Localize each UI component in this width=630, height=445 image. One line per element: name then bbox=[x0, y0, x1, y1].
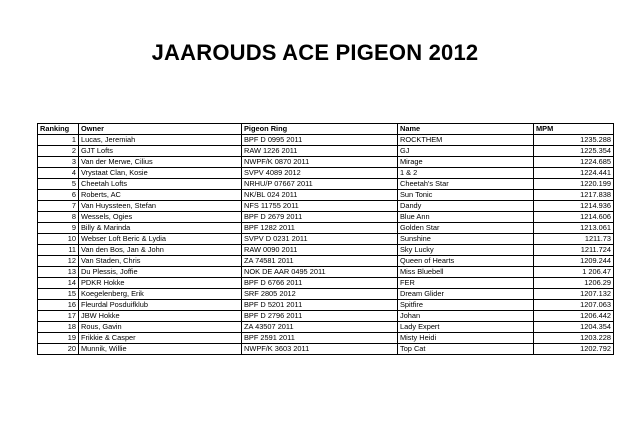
header-name: Name bbox=[398, 124, 534, 135]
cell-name: Top Cat bbox=[398, 344, 534, 355]
cell-owner: PDKR Hokke bbox=[79, 278, 242, 289]
cell-name: Dandy bbox=[398, 201, 534, 212]
table-row bbox=[38, 234, 614, 245]
cell-pigeon-ring: BPF D 0995 2011 bbox=[242, 135, 398, 146]
cell-name: ROCKTHEM bbox=[398, 135, 534, 146]
cell-name: Misty Heidi bbox=[398, 333, 534, 344]
cell-ranking: 13 bbox=[38, 267, 79, 278]
cell-name: FER bbox=[398, 278, 534, 289]
cell-pigeon-ring: SRF 2805 2012 bbox=[242, 289, 398, 300]
cell-ranking: 3 bbox=[38, 157, 79, 168]
cell-mpm: 1207.063 bbox=[534, 300, 614, 311]
cell-owner: Munnik, Willie bbox=[79, 344, 242, 355]
cell-owner: Wessels, Ogies bbox=[79, 212, 242, 223]
cell-ranking: 19 bbox=[38, 333, 79, 344]
cell-mpm: 1211.73 bbox=[534, 234, 614, 245]
cell-owner: Vrystaat Clan, Kosie bbox=[79, 168, 242, 179]
cell-pigeon-ring: BPF D 6766 2011 bbox=[242, 278, 398, 289]
cell-ranking: 11 bbox=[38, 245, 79, 256]
table-row bbox=[38, 223, 614, 234]
cell-mpm: 1203.228 bbox=[534, 333, 614, 344]
cell-name: Mirage bbox=[398, 157, 534, 168]
cell-owner: Van den Bos, Jan & John bbox=[79, 245, 242, 256]
cell-mpm: 1206.442 bbox=[534, 311, 614, 322]
cell-name: Dream Glider bbox=[398, 289, 534, 300]
cell-ranking: 2 bbox=[38, 146, 79, 157]
cell-ranking: 7 bbox=[38, 201, 79, 212]
cell-mpm: 1214.936 bbox=[534, 201, 614, 212]
cell-pigeon-ring: NRHU/P 07667 2011 bbox=[242, 179, 398, 190]
cell-mpm: 1224.685 bbox=[534, 157, 614, 168]
cell-name: 1 & 2 bbox=[398, 168, 534, 179]
table-row bbox=[38, 300, 614, 311]
table-row bbox=[38, 179, 614, 190]
cell-mpm: 1217.838 bbox=[534, 190, 614, 201]
cell-ranking: 4 bbox=[38, 168, 79, 179]
cell-pigeon-ring: ZA 43507 2011 bbox=[242, 322, 398, 333]
cell-name: Miss Bluebell bbox=[398, 267, 534, 278]
cell-owner: Cheetah Lofts bbox=[79, 179, 242, 190]
cell-pigeon-ring: ZA 74581 2011 bbox=[242, 256, 398, 267]
cell-name: Lady Expert bbox=[398, 322, 534, 333]
header-mpm: MPM bbox=[534, 124, 614, 135]
table-row bbox=[38, 267, 614, 278]
cell-owner: Rous, Gavin bbox=[79, 322, 242, 333]
cell-mpm: 1213.061 bbox=[534, 223, 614, 234]
cell-ranking: 6 bbox=[38, 190, 79, 201]
header-owner: Owner bbox=[79, 124, 242, 135]
cell-mpm: 1224.441 bbox=[534, 168, 614, 179]
table-row bbox=[38, 201, 614, 212]
cell-name: Sky Lucky bbox=[398, 245, 534, 256]
table-body bbox=[38, 135, 614, 355]
cell-ranking: 1 bbox=[38, 135, 79, 146]
table-row bbox=[38, 278, 614, 289]
cell-mpm: 1 206.47 bbox=[534, 267, 614, 278]
header-ranking: Ranking bbox=[38, 124, 79, 135]
cell-pigeon-ring: NK/BL 024 2011 bbox=[242, 190, 398, 201]
cell-pigeon-ring: NWPF/K 0870 2011 bbox=[242, 157, 398, 168]
cell-name: Sunshine bbox=[398, 234, 534, 245]
table-row bbox=[38, 322, 614, 333]
cell-name: Cheetah's Star bbox=[398, 179, 534, 190]
table-row bbox=[38, 245, 614, 256]
cell-pigeon-ring: BPF D 2679 2011 bbox=[242, 212, 398, 223]
cell-mpm: 1225.354 bbox=[534, 146, 614, 157]
cell-mpm: 1220.199 bbox=[534, 179, 614, 190]
cell-pigeon-ring: SVPV D 0231 2011 bbox=[242, 234, 398, 245]
cell-ranking: 12 bbox=[38, 256, 79, 267]
cell-owner: Frikkie & Casper bbox=[79, 333, 242, 344]
cell-owner: Van Staden, Chris bbox=[79, 256, 242, 267]
cell-owner: Koegelenberg, Erik bbox=[79, 289, 242, 300]
cell-name: Sun Tonic bbox=[398, 190, 534, 201]
cell-owner: Webser Loft Beric & Lydia bbox=[79, 234, 242, 245]
cell-ranking: 9 bbox=[38, 223, 79, 234]
cell-pigeon-ring: NFS 11755 2011 bbox=[242, 201, 398, 212]
cell-ranking: 10 bbox=[38, 234, 79, 245]
cell-owner: Van Huyssteen, Stefan bbox=[79, 201, 242, 212]
table-row bbox=[38, 157, 614, 168]
table-row bbox=[38, 311, 614, 322]
cell-name: GJ bbox=[398, 146, 534, 157]
cell-name: Johan bbox=[398, 311, 534, 322]
cell-pigeon-ring: BPF 1282 2011 bbox=[242, 223, 398, 234]
cell-mpm: 1209.244 bbox=[534, 256, 614, 267]
table-row bbox=[38, 289, 614, 300]
cell-pigeon-ring: SVPV 4089 2012 bbox=[242, 168, 398, 179]
cell-ranking: 14 bbox=[38, 278, 79, 289]
cell-owner: Lucas, Jeremiah bbox=[79, 135, 242, 146]
cell-pigeon-ring: RAW 1226 2011 bbox=[242, 146, 398, 157]
cell-ranking: 5 bbox=[38, 179, 79, 190]
table-row bbox=[38, 256, 614, 267]
table-row bbox=[38, 212, 614, 223]
table-row bbox=[38, 190, 614, 201]
cell-ranking: 16 bbox=[38, 300, 79, 311]
cell-pigeon-ring: NWPF/K 3603 2011 bbox=[242, 344, 398, 355]
cell-owner: Roberts, AC bbox=[79, 190, 242, 201]
table-row bbox=[38, 344, 614, 355]
cell-pigeon-ring: RAW 0090 2011 bbox=[242, 245, 398, 256]
table-row bbox=[38, 333, 614, 344]
cell-ranking: 15 bbox=[38, 289, 79, 300]
cell-mpm: 1235.288 bbox=[534, 135, 614, 146]
cell-pigeon-ring: BPF 2591 2011 bbox=[242, 333, 398, 344]
cell-owner: Fleurdal Posduifklub bbox=[79, 300, 242, 311]
cell-pigeon-ring: BPF D 5201 2011 bbox=[242, 300, 398, 311]
cell-mpm: 1207.132 bbox=[534, 289, 614, 300]
cell-name: Spitfire bbox=[398, 300, 534, 311]
table-row bbox=[38, 135, 614, 146]
cell-mpm: 1214.606 bbox=[534, 212, 614, 223]
table-header-row bbox=[38, 124, 614, 135]
results-table bbox=[37, 123, 614, 355]
cell-ranking: 18 bbox=[38, 322, 79, 333]
cell-mpm: 1206.29 bbox=[534, 278, 614, 289]
cell-mpm: 1202.792 bbox=[534, 344, 614, 355]
cell-mpm: 1211.724 bbox=[534, 245, 614, 256]
cell-name: Blue Ann bbox=[398, 212, 534, 223]
cell-ranking: 8 bbox=[38, 212, 79, 223]
cell-owner: Billy & Marinda bbox=[79, 223, 242, 234]
cell-ranking: 17 bbox=[38, 311, 79, 322]
cell-name: Golden Star bbox=[398, 223, 534, 234]
cell-owner: GJT Lofts bbox=[79, 146, 242, 157]
cell-mpm: 1204.354 bbox=[534, 322, 614, 333]
table-row bbox=[38, 168, 614, 179]
cell-ranking: 20 bbox=[38, 344, 79, 355]
header-pigeon-ring: Pigeon Ring bbox=[242, 124, 398, 135]
cell-owner: Du Plessis, Joffie bbox=[79, 267, 242, 278]
cell-pigeon-ring: BPF D 2796 2011 bbox=[242, 311, 398, 322]
cell-owner: JBW Hokke bbox=[79, 311, 242, 322]
cell-pigeon-ring: NOK DE AAR 0495 2011 bbox=[242, 267, 398, 278]
cell-owner: Van der Merwe, Cilius bbox=[79, 157, 242, 168]
page-title: JAAROUDS ACE PIGEON 2012 bbox=[151, 40, 479, 65]
table-row bbox=[38, 146, 614, 157]
cell-name: Queen of Hearts bbox=[398, 256, 534, 267]
